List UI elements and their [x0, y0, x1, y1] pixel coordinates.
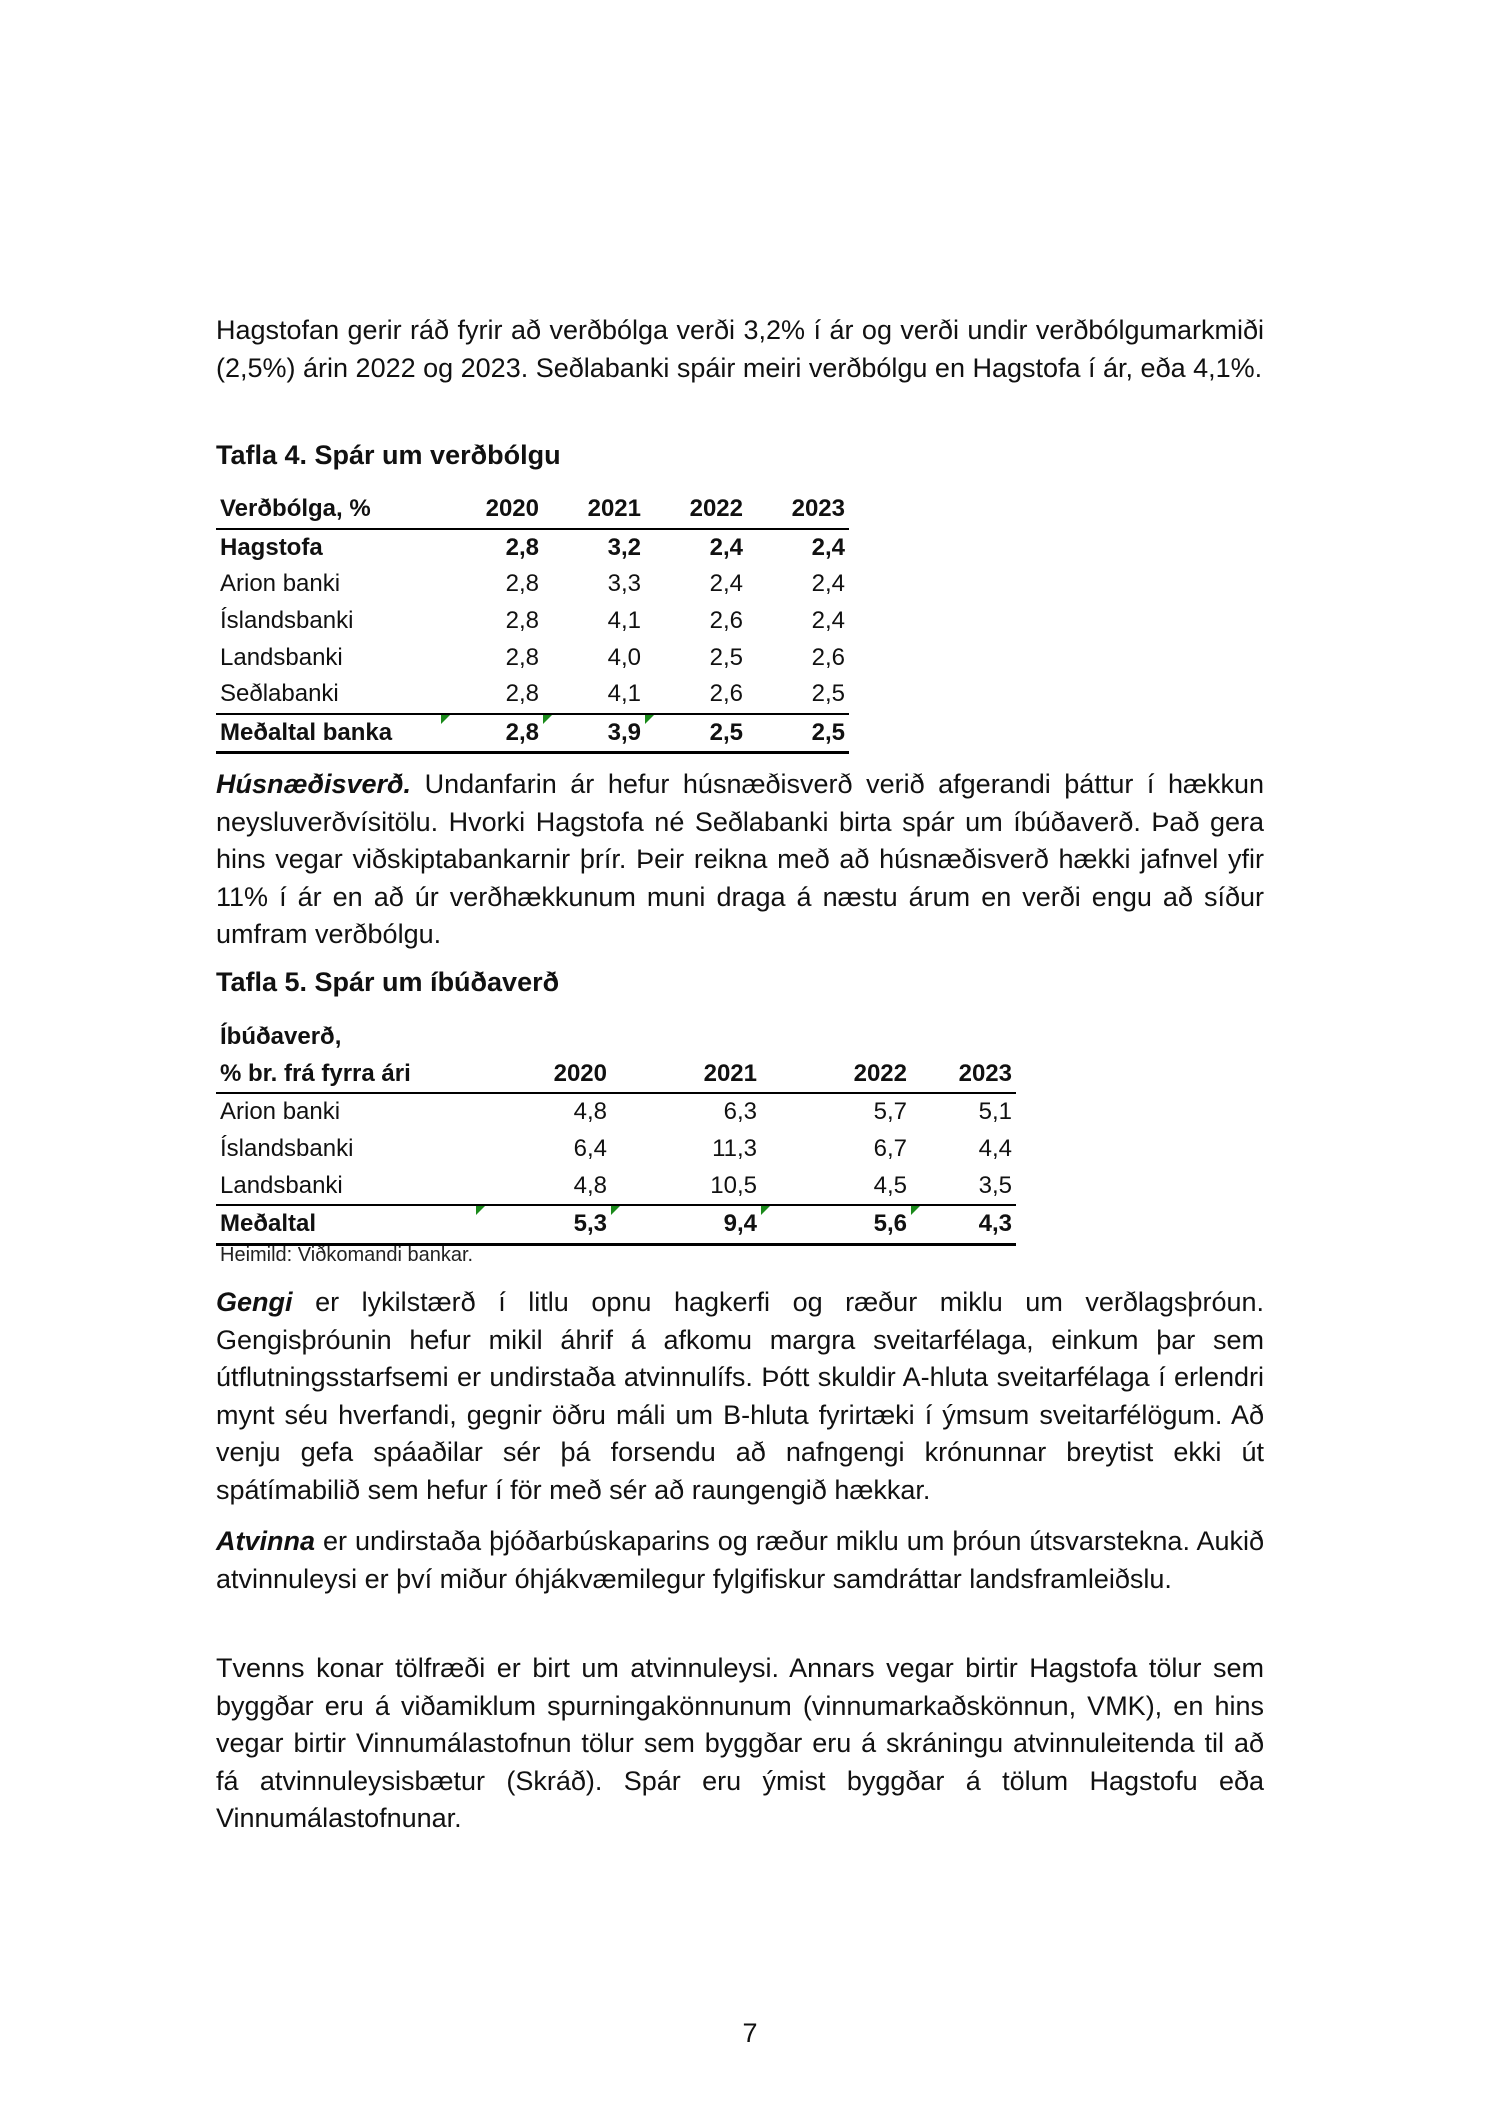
row-label: Meðaltal banka [216, 714, 441, 753]
table5-header-2020: 2020 [476, 1056, 611, 1094]
cell: 5,3 [476, 1205, 611, 1244]
table5-source-note: Heimild: Viðkomandi bankar. [220, 1244, 474, 1266]
cell: 5,1 [978, 1098, 1012, 1126]
cell: 2,8 [505, 570, 539, 598]
cell: 2,8 [505, 643, 539, 671]
housing-lead: Húsnæðisverð. [216, 769, 412, 799]
cell: 2,5 [811, 680, 845, 708]
comment-marker-icon [645, 715, 654, 724]
comment-marker-icon [543, 715, 552, 724]
table5-housing-prices [216, 1019, 1016, 1246]
table4-header-2020: 2020 [441, 491, 543, 529]
table5-header-2023: 2023 [911, 1056, 1016, 1094]
row-label: Landsbanki [220, 1171, 343, 1199]
table-row [216, 529, 849, 567]
cell: 4,1 [607, 680, 641, 708]
table4-total-row [216, 714, 849, 753]
comment-marker-icon [441, 715, 450, 724]
cell: 4,1 [607, 607, 641, 635]
comment-marker-icon [611, 1206, 620, 1215]
table4-header-row [216, 491, 849, 529]
table4-title: Tafla 4. Spár um verðbólgu [216, 440, 561, 470]
currency-paragraph: Gengi er lykilstærð í litlu opnu hagkerfi og ræður miklu um verðlagsþróun. Gengisþróunin hefur mikil áhrif á afkomu margra sveitarfélaga, einkum þar sem útflutningsstarfsemi er undirstaða atvinnulífs. Þótt skuldir A-hluta sveitarfélaga í erlendri mynt séu hverfandi, gegnir öðru máli um B-hluta fyrirtæki í ýmsum sveitarfélögum. Að venju gefa spáaðilar sér þá forsendu að nafngengi krónunnar breytist ekki út spátímabilið sem hefur í för með sér að raungengið hækkar. [216, 1287, 1264, 1505]
row-label: Íslandsbanki [220, 607, 354, 635]
cell: 3,3 [607, 570, 641, 598]
cell: 3,9 [543, 714, 645, 753]
table4-header-label: Verðbólga, % [216, 491, 441, 529]
comment-marker-icon [761, 1206, 770, 1215]
cell: 4,5 [873, 1171, 907, 1199]
row-label: Arion banki [220, 1098, 341, 1126]
cell: 2,4 [811, 607, 845, 635]
table5-header-label-line1: Íbúðaverð, [220, 1023, 342, 1051]
cell: 2,8 [441, 714, 543, 753]
cell: 2,4 [811, 533, 845, 561]
cell: 11,3 [712, 1135, 757, 1163]
table4-header-2022: 2022 [645, 491, 747, 529]
cell: 2,5 [709, 643, 743, 671]
cell: 6,4 [573, 1135, 607, 1163]
row-label: Landsbanki [220, 643, 343, 671]
cell: 4,8 [573, 1171, 607, 1199]
table-row [216, 1167, 1016, 1205]
table4-header-2023: 2023 [747, 491, 849, 529]
cell: 2,6 [709, 607, 743, 635]
cell: 6,3 [723, 1098, 757, 1126]
cell: 2,5 [645, 714, 747, 753]
table5-header-label: % br. frá fyrra ári [216, 1056, 476, 1094]
cell: 4,0 [607, 643, 641, 671]
table-row [216, 1093, 1016, 1131]
cell: 2,8 [505, 607, 539, 635]
cell: 2,6 [709, 680, 743, 708]
cell: 2,4 [709, 570, 743, 598]
cell: 4,3 [911, 1205, 1016, 1244]
cell: 10,5 [710, 1171, 757, 1199]
table-row [216, 1131, 1016, 1168]
cell: 3,5 [978, 1171, 1012, 1199]
cell: 6,7 [873, 1135, 907, 1163]
cell: 2,4 [709, 533, 743, 561]
employment-lead: Atvinna [216, 1526, 316, 1556]
cell: 2,5 [747, 714, 849, 753]
table-row [216, 566, 849, 603]
table5-header-top-row [216, 1019, 1016, 1056]
comment-marker-icon [476, 1206, 485, 1215]
row-label: Seðlabanki [220, 680, 339, 708]
cell: 2,8 [505, 680, 539, 708]
cell: 5,6 [761, 1205, 911, 1244]
currency-lead: Gengi [216, 1287, 293, 1317]
table5-header-2021: 2021 [611, 1056, 761, 1094]
row-label: Meðaltal [216, 1205, 476, 1244]
table4-header-2021: 2021 [543, 491, 645, 529]
cell: 2,4 [811, 570, 845, 598]
employment-paragraph: Atvinna er undirstaða þjóðarbúskaparins og ræður miklu um þróun útsvarstekna. Aukið atvinnuleysi er því miður óhjákvæmilegur fylgifiskur samdráttar landsframleiðslu. [216, 1526, 1264, 1594]
cell: 4,8 [573, 1098, 607, 1126]
cell: 9,4 [611, 1205, 761, 1244]
cell: 3,2 [607, 533, 641, 561]
table5-total-row [216, 1205, 1016, 1244]
housing-paragraph: Húsnæðisverð. Undanfarin ár hefur húsnæðisverð verið afgerandi þáttur í hækkun neysluverðvísitölu. Hvorki Hagstofa né Seðlabanki birta spár um íbúðaverð. Það gera hins vegar viðskiptabankarnir þrír. Þeir reikna með að húsnæðisverð hækki jafnvel yfir 11% í ár en að úr verðhækkunum muni draga á næstu árum en verði engu að síður umfram verðbólgu. [216, 769, 1264, 949]
cell: 5,7 [873, 1098, 907, 1126]
table5-header-row [216, 1056, 1016, 1094]
table-row [216, 639, 849, 676]
cell: 2,6 [811, 643, 845, 671]
table5-title: Tafla 5. Spár um íbúðaverð [216, 967, 560, 997]
row-label: Íslandsbanki [220, 1135, 354, 1163]
table-row [216, 676, 849, 714]
intro-paragraph: Hagstofan gerir ráð fyrir að verðbólga verði 3,2% í ár og verði undir verðbólgumarkmiði (2,5%) árin 2022 og 2023. Seðlabanki spáir meiri verðbólgu en Hagstofa í ár, eða 4,1%. [216, 315, 1264, 383]
comment-marker-icon [911, 1206, 920, 1215]
table-row [216, 603, 849, 640]
row-label: Arion banki [220, 570, 341, 598]
cell: 4,4 [978, 1135, 1012, 1163]
table4-inflation [216, 491, 849, 754]
page-number: 7 [742, 2018, 758, 2048]
table5-header-2022: 2022 [761, 1056, 911, 1094]
unemployment-paragraph: Tvenns konar tölfræði er birt um atvinnuleysi. Annars vegar birtir Hagstofa tölur sem byggðar eru á viðamiklum spurningakönnunum (vinnumarkaðskönnun, VMK), en hins vegar birtir Vinnumálastofnun tölur sem byggðar eru á skráningu atvinnuleitenda til að fá atvinnuleysisbætur (Skráð). Spár eru ýmist byggðar á tölum Hagstofu eða Vinnumálastofnunar. [216, 1653, 1264, 1833]
cell: 2,8 [505, 533, 539, 561]
row-label: Hagstofa [220, 533, 323, 561]
